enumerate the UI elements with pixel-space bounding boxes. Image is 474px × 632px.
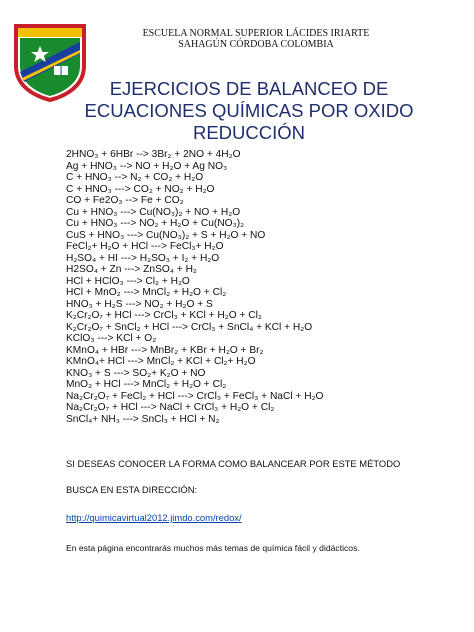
equation-21: MnO₂ + HCl ---> MnCl₂ + H₂O + Cl₂ [66, 379, 227, 390]
equation-7: Cu + HNO₃ ---> NO₂ + H₂O + Cu(NO₃)₂ [66, 218, 245, 229]
equation-14: HNO₃ + H₂S ---> NO₂ + H₂O + S [66, 298, 213, 310]
title-line-3: REDUCCIÓN [192, 122, 306, 143]
school-header [96, 28, 416, 50]
school-location: SAHAGÚN CÓRDOBA COLOMBIA [178, 39, 334, 50]
equation-3: C + HNO₃ --> N₂ + CO₂ + H₂O [66, 172, 204, 183]
equation-24: SnCl₄+ NH₃ ---> SnCl₃ + HCl + N₂ [66, 413, 220, 425]
method-note: SI DESEAS CONOCER LA FORMA COMO BALANCEAR POR ESTE MÉTODO [66, 458, 401, 469]
equation-9: FeCl₂+ H₂O + HCl ---> FeCl₃+ H₂O [66, 241, 224, 252]
equation-23: Na₂Cr₂O₇ + HCl ---> NaCl + CrCl₃ + H₂O + Cl₂ [66, 402, 275, 413]
equation-6: Cu + HNO₃ ---> Cu(NO₃)₂ + NO + H₂O [66, 206, 241, 218]
document-title [60, 78, 438, 144]
title-line-1: EJERCICIOS DE BALANCEO DE [109, 78, 389, 99]
equation-19: KMnO₄+ HCl ---> MnCl₂ + KCl + Cl₂+ H₂O [66, 356, 256, 367]
equation-10: H₂SO₄ + HI ---> H₂SO₃ + I₂ + H₂O [66, 252, 220, 264]
equation-4: C + HNO₃ ---> CO₂ + NO₂ + H₂O [66, 183, 215, 195]
equation-16: K₂Cr₂O₇ + SnCl₂ + HCl ---> CrCl₃ + SnCl₄ + KCl + H₂O [66, 321, 313, 333]
redox-link[interactable]: http://quimicavirtual2012.jimdo.com/redox/ [66, 512, 242, 523]
title-line-2: ECUACIONES QUÍMICAS POR OXIDO [84, 100, 414, 121]
equation-18: KMnO₄ + HBr ---> MnBr₂ + KBr + H₂O + Br₂ [66, 344, 264, 356]
equation-5: CO + Fe2O₃ --> Fe + CO₂ [66, 195, 184, 206]
equation-20: KNO₃ + S ---> SO₂+ K₂O + NO [66, 367, 206, 379]
equation-15: K₂Cr₂O₇ + HCl ---> CrCl₃ + KCl + H₂O + Cl₂ [66, 310, 262, 321]
equation-12: HCl + HClO₃ ---> Cl₂ + H₂O [66, 275, 190, 287]
equation-8: CuS + HNO₃ ---> Cu(NO₃)₂ + S + H₂O + NO [66, 229, 266, 241]
equation-17: KClO₃ ---> KCl + O₂ [66, 333, 157, 344]
more-topics-note: En esta página encontrarás muchos más temas de química fácil y didácticos. [66, 543, 360, 553]
school-name: ESCUELA NORMAL SUPERIOR LÁCIDES IRIARTE [142, 28, 370, 39]
equation-1: 2HNO₃ + 6HBr --> 3Br₂ + 2NO + 4H₂O [66, 149, 241, 160]
equation-13: HCl + MnO₂ ---> MnCl₂ + H₂O + Cl₂ [66, 287, 227, 298]
equation-list [66, 149, 466, 425]
equation-2: Ag + HNO₃ --> NO + H₂O + Ag NO₃ [66, 160, 228, 172]
equation-22: Na₂Cr₂O₇ + FeCl₂ + HCl ---> CrCl₃ + FeCl₃ + NaCl + H₂O [66, 390, 324, 402]
search-note: BUSCA EN ESTA DIRECCIÓN: [66, 484, 198, 495]
equation-11: H2SO₄ + Zn ---> ZnSO₄ + H₂ [66, 264, 197, 275]
